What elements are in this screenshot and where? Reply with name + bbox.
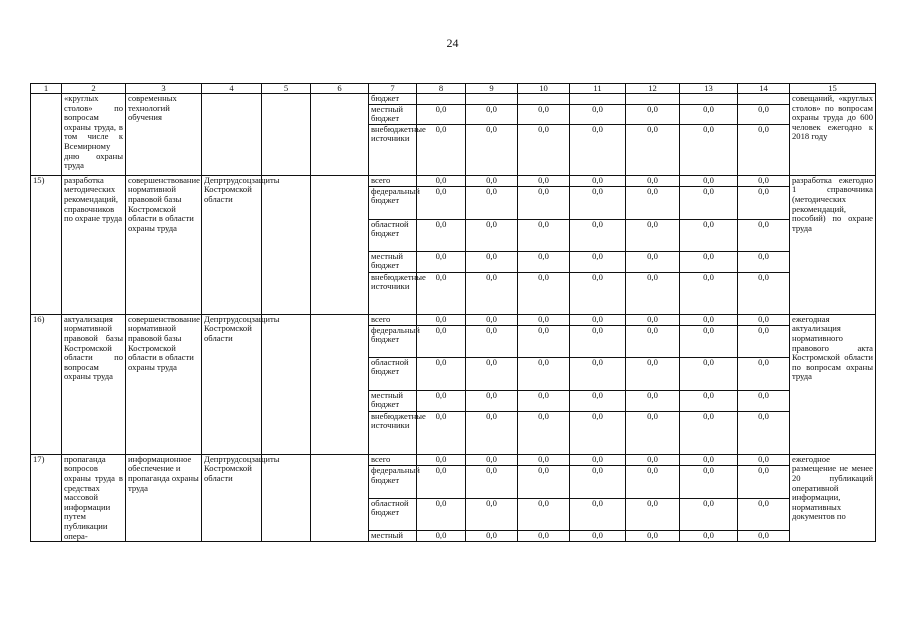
amount-cell: 0,0 [626, 498, 680, 531]
executor: Депртрудсоцзащиты Костромской области [202, 175, 262, 314]
amount-cell: 0,0 [626, 251, 680, 272]
expected-result: разработка ежегодно 1 справочника (методических рекомендаций, пособий) по охране труда [790, 175, 876, 314]
amount-cell: 0,0 [738, 454, 790, 465]
amount-cell: 0,0 [680, 314, 738, 325]
amount-cell: 0,0 [680, 219, 738, 251]
amount-cell: 0,0 [417, 124, 466, 175]
amount-cell: 0,0 [680, 466, 738, 499]
amount-cell: 0,0 [570, 124, 626, 175]
activity-content: информационное обеспечение и пропаганда охраны труда [126, 454, 202, 541]
amount-cell [570, 94, 626, 105]
amount-cell: 0,0 [570, 251, 626, 272]
amount-cell: 0,0 [466, 219, 518, 251]
column-header: 15 [790, 84, 876, 94]
column-header: 8 [417, 84, 466, 94]
amount-cell: 0,0 [738, 186, 790, 219]
amount-cell: 0,0 [680, 454, 738, 465]
amount-cell: 0,0 [626, 104, 680, 124]
funding-source: внебюджетные источники [369, 411, 417, 454]
amount-cell: 0,0 [417, 314, 466, 325]
table-row [31, 94, 876, 105]
column-header: 7 [369, 84, 417, 94]
table-body [31, 94, 876, 542]
amount-cell [626, 94, 680, 105]
amount-cell: 0,0 [680, 390, 738, 411]
amount-cell: 0,0 [518, 357, 570, 390]
item-number [31, 94, 62, 176]
amount-cell: 0,0 [466, 124, 518, 175]
amount-cell: 0,0 [626, 325, 680, 357]
amount-cell: 0,0 [518, 531, 570, 542]
header-row [31, 84, 876, 94]
funding-source: федеральный бюджет [369, 466, 417, 499]
amount-cell: 0,0 [626, 186, 680, 219]
empty-cell [311, 175, 369, 314]
amount-cell: 0,0 [738, 104, 790, 124]
column-header: 4 [202, 84, 262, 94]
amount-cell [518, 94, 570, 105]
amount-cell: 0,0 [570, 498, 626, 531]
funding-source: областной бюджет [369, 219, 417, 251]
column-header: 11 [570, 84, 626, 94]
amount-cell: 0,0 [417, 325, 466, 357]
amount-cell: 0,0 [518, 124, 570, 175]
amount-cell: 0,0 [518, 175, 570, 186]
column-header: 6 [311, 84, 369, 94]
expected-result: ежегодное размещение не менее 20 публикаций оперативной информации, нормативных документов по [790, 454, 876, 541]
amount-cell: 0,0 [570, 466, 626, 499]
funding-source: бюджет [369, 94, 417, 105]
executor: Депртрудсоцзащиты Костромской области [202, 314, 262, 454]
amount-cell: 0,0 [570, 454, 626, 465]
amount-cell: 0,0 [466, 314, 518, 325]
amount-cell: 0,0 [738, 251, 790, 272]
amount-cell: 0,0 [518, 219, 570, 251]
funding-source: федеральный бюджет [369, 325, 417, 357]
column-header: 1 [31, 84, 62, 94]
column-header: 12 [626, 84, 680, 94]
amount-cell: 0,0 [518, 325, 570, 357]
amount-cell: 0,0 [680, 124, 738, 175]
amount-cell: 0,0 [417, 466, 466, 499]
amount-cell: 0,0 [417, 104, 466, 124]
funding-source: местный бюджет [369, 390, 417, 411]
amount-cell: 0,0 [738, 124, 790, 175]
amount-cell: 0,0 [417, 175, 466, 186]
item-number: 16) [31, 314, 62, 454]
amount-cell: 0,0 [626, 124, 680, 175]
amount-cell: 0,0 [417, 272, 466, 314]
amount-cell: 0,0 [626, 466, 680, 499]
funding-source: областной бюджет [369, 498, 417, 531]
amount-cell: 0,0 [518, 314, 570, 325]
funding-source: федеральный бюджет [369, 186, 417, 219]
amount-cell: 0,0 [466, 104, 518, 124]
amount-cell: 0,0 [626, 357, 680, 390]
amount-cell: 0,0 [518, 411, 570, 454]
funding-source: внебюджетные источники [369, 272, 417, 314]
amount-cell: 0,0 [518, 390, 570, 411]
amount-cell: 0,0 [570, 357, 626, 390]
amount-cell: 0,0 [466, 357, 518, 390]
amount-cell: 0,0 [570, 411, 626, 454]
amount-cell: 0,0 [466, 411, 518, 454]
amount-cell: 0,0 [417, 251, 466, 272]
amount-cell: 0,0 [518, 272, 570, 314]
amount-cell [738, 94, 790, 105]
amount-cell: 0,0 [570, 219, 626, 251]
amount-cell: 0,0 [738, 531, 790, 542]
amount-cell: 0,0 [518, 466, 570, 499]
activity-name: пропаганда вопросов охраны труда в средствах массовой информации путем публикации опера- [62, 454, 126, 541]
table-row [31, 314, 876, 325]
amount-cell [680, 94, 738, 105]
amount-cell [466, 94, 518, 105]
column-header: 2 [62, 84, 126, 94]
amount-cell: 0,0 [466, 186, 518, 219]
activity-name: разработка методических рекомендаций, справочников по охране труда [62, 175, 126, 314]
column-header: 14 [738, 84, 790, 94]
activity-content: современных технологий обучения [126, 94, 202, 176]
amount-cell: 0,0 [570, 325, 626, 357]
amount-cell: 0,0 [680, 104, 738, 124]
column-header: 9 [466, 84, 518, 94]
table-row [31, 454, 876, 465]
amount-cell: 0,0 [417, 390, 466, 411]
item-number: 17) [31, 454, 62, 541]
funding-source: всего [369, 314, 417, 325]
empty-cell [311, 94, 369, 176]
amount-cell: 0,0 [680, 251, 738, 272]
amount-cell: 0,0 [680, 357, 738, 390]
amount-cell: 0,0 [738, 272, 790, 314]
activity-name: «круглых столов» по вопросам охраны труда, в том числе к Всемирному дню охраны труда [62, 94, 126, 176]
amount-cell: 0,0 [466, 531, 518, 542]
page-number: 24 [446, 36, 459, 50]
amount-cell: 0,0 [626, 411, 680, 454]
term-cell [262, 314, 311, 454]
funding-source: местный бюджет [369, 104, 417, 124]
amount-cell: 0,0 [417, 186, 466, 219]
amount-cell: 0,0 [738, 411, 790, 454]
term-cell [262, 454, 311, 541]
expected-result: ежегодная актуализация нормативного правового акта Костромской области по вопросам охраны труда [790, 314, 876, 454]
column-header: 5 [262, 84, 311, 94]
amount-cell: 0,0 [417, 357, 466, 390]
amount-cell: 0,0 [738, 314, 790, 325]
amount-cell: 0,0 [626, 390, 680, 411]
funding-source: всего [369, 454, 417, 465]
amount-cell: 0,0 [570, 175, 626, 186]
amount-cell: 0,0 [570, 531, 626, 542]
amount-cell: 0,0 [680, 175, 738, 186]
term-cell [262, 94, 311, 176]
funding-source: всего [369, 175, 417, 186]
amount-cell: 0,0 [417, 454, 466, 465]
amount-cell: 0,0 [626, 531, 680, 542]
amount-cell: 0,0 [680, 325, 738, 357]
column-header: 3 [126, 84, 202, 94]
amount-cell: 0,0 [417, 498, 466, 531]
amount-cell: 0,0 [466, 466, 518, 499]
amount-cell: 0,0 [518, 186, 570, 219]
activity-content: совершенствование нормативной правовой базы Костромской области в области охраны труда [126, 175, 202, 314]
term-cell [262, 175, 311, 314]
amount-cell: 0,0 [417, 531, 466, 542]
funding-source: местный [369, 531, 417, 542]
amount-cell: 0,0 [626, 175, 680, 186]
amount-cell: 0,0 [738, 466, 790, 499]
amount-cell: 0,0 [626, 272, 680, 314]
column-header: 10 [518, 84, 570, 94]
amount-cell: 0,0 [466, 175, 518, 186]
empty-cell [311, 454, 369, 541]
amount-cell [417, 94, 466, 105]
amount-cell: 0,0 [626, 219, 680, 251]
column-header: 13 [680, 84, 738, 94]
funding-source: внебюджетные источники [369, 124, 417, 175]
amount-cell: 0,0 [680, 272, 738, 314]
amount-cell: 0,0 [570, 314, 626, 325]
amount-cell: 0,0 [738, 175, 790, 186]
amount-cell: 0,0 [738, 390, 790, 411]
amount-cell: 0,0 [570, 272, 626, 314]
amount-cell: 0,0 [738, 357, 790, 390]
executor: Депртрудсоцзащиты Костромской области [202, 454, 262, 541]
amount-cell: 0,0 [466, 251, 518, 272]
amount-cell: 0,0 [680, 531, 738, 542]
activity-content: совершенствование нормативной правовой базы Костромской области в области охраны труда [126, 314, 202, 454]
amount-cell: 0,0 [570, 104, 626, 124]
amount-cell: 0,0 [518, 104, 570, 124]
amount-cell: 0,0 [466, 272, 518, 314]
amount-cell: 0,0 [570, 186, 626, 219]
amount-cell: 0,0 [626, 454, 680, 465]
amount-cell: 0,0 [466, 454, 518, 465]
amount-cell: 0,0 [626, 314, 680, 325]
amount-cell: 0,0 [738, 498, 790, 531]
amount-cell: 0,0 [466, 325, 518, 357]
amount-cell: 0,0 [570, 390, 626, 411]
amount-cell: 0,0 [680, 411, 738, 454]
amount-cell: 0,0 [738, 219, 790, 251]
activity-name: актуализация нормативной правовой базы Костромской области по вопросам охраны труда [62, 314, 126, 454]
amount-cell: 0,0 [466, 498, 518, 531]
empty-cell [311, 314, 369, 454]
amount-cell: 0,0 [417, 219, 466, 251]
amount-cell: 0,0 [417, 411, 466, 454]
item-number: 15) [31, 175, 62, 314]
table-row [31, 175, 876, 186]
amount-cell: 0,0 [680, 186, 738, 219]
amount-cell: 0,0 [518, 498, 570, 531]
funding-source: местный бюджет [369, 251, 417, 272]
executor [202, 94, 262, 176]
funding-source: областной бюджет [369, 357, 417, 390]
amount-cell: 0,0 [518, 251, 570, 272]
budget-table [30, 83, 876, 542]
expected-result: совещаний, «круглых столов» по вопросам охраны труда до 600 человек ежегодно к 2018 году [790, 94, 876, 176]
amount-cell: 0,0 [738, 325, 790, 357]
amount-cell: 0,0 [680, 498, 738, 531]
amount-cell: 0,0 [466, 390, 518, 411]
amount-cell: 0,0 [518, 454, 570, 465]
